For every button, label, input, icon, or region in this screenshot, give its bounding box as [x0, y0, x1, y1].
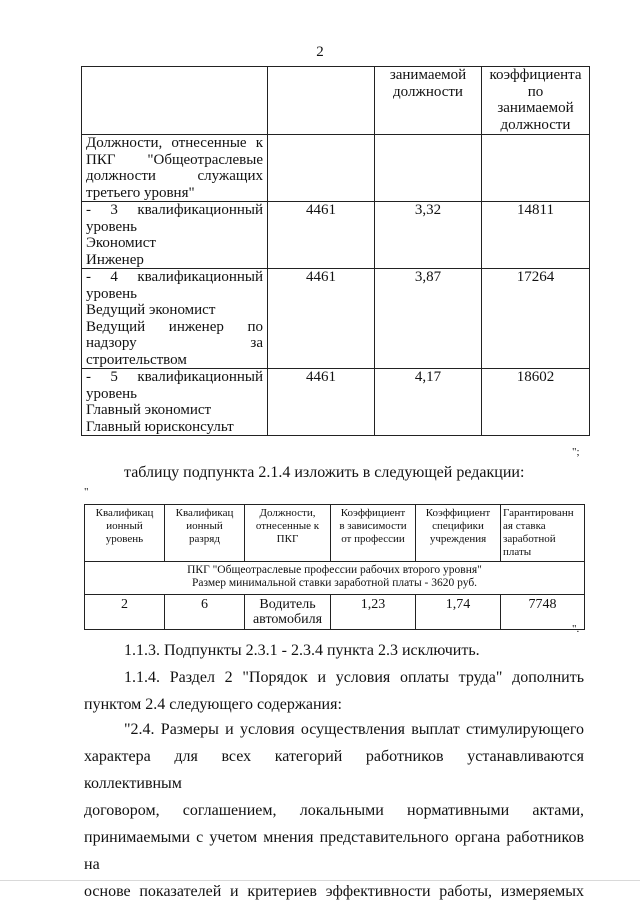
position-coefficient: 4,17	[375, 369, 482, 436]
table1-group-row	[82, 135, 590, 202]
closing-quote-2: ".	[572, 623, 580, 635]
page-number: 2	[316, 44, 324, 60]
position-desc: - 4 квалификационный уровень Ведущий экономист Ведущий инженер по надзору за строительством	[82, 269, 268, 369]
salary-table-2	[84, 504, 585, 630]
header-qual-level: Квалификац ионный уровень	[85, 505, 165, 562]
base-salary: 4461	[268, 269, 375, 369]
paragraph-1-1-4: 1.1.4. Раздел 2 "Порядок и условия оплаты труда" дополнить пунктом 2.4 следующего содержания:	[84, 669, 584, 713]
scan-edge-line	[0, 880, 640, 881]
table-row	[82, 269, 590, 369]
institution-coef-value: 1,74	[416, 595, 501, 630]
salary-amount: 18602	[482, 369, 590, 436]
table-row	[82, 369, 590, 436]
position-coefficient: 3,87	[375, 269, 482, 369]
opening-quote: "	[84, 486, 89, 498]
salary-amount: 14811	[482, 202, 590, 269]
profession-coef-value: 1,23	[331, 595, 416, 630]
header-guaranteed-rate: Гарантированн ая ставка заработной платы	[501, 505, 585, 562]
paragraph-1-1-3: 1.1.3. Подпункты 2.3.1 - 2.3.4 пункта 2.3 исключить.	[124, 642, 480, 659]
position-value: Водитель автомобиля	[245, 595, 331, 630]
guaranteed-rate-value: 7748	[501, 595, 585, 630]
paragraph-2-4: "2.4. Размеры и условия осуществления выплат стимулирующего характера для всех категорий работников устанавливаются коллективным договором, соглашением, локальными нормативными актами, принимаемыми с учетом мнения представительного органа работников на основе показателей и критериев эффективности работы, измеряемых	[84, 721, 584, 900]
qual-grade-value: 6	[165, 595, 245, 630]
group-caption: ПКГ "Общеотраслевые профессии рабочих второго уровня" Размер минимальной ставки заработной платы - 3620 руб.	[85, 562, 585, 595]
salary-table-1	[81, 66, 590, 436]
salary-amount: 17264	[482, 269, 590, 369]
position-desc: - 3 квалификационный уровень Экономист Инженер	[82, 202, 268, 269]
table1-header-col4: коэффициента по занимаемой должности	[482, 67, 590, 135]
header-positions: Должности, отнесенные к ПКГ	[245, 505, 331, 562]
closing-quote-1: ";	[572, 446, 580, 458]
table2-header-row	[85, 505, 585, 562]
header-institution-coef: Коэффициент специфики учреждения	[416, 505, 501, 562]
table-row	[82, 202, 590, 269]
base-salary: 4461	[268, 369, 375, 436]
group-title-cell: Должности, отнесенные к ПКГ "Общеотраслевые должности служащих третьего уровня"	[82, 135, 268, 202]
position-coefficient: 3,32	[375, 202, 482, 269]
intro-text: таблицу подпункта 2.1.4 изложить в следующей редакции:	[124, 464, 525, 481]
table2-group-row	[85, 562, 585, 595]
position-desc: - 5 квалификационный уровень Главный экономист Главный юрисконсульт	[82, 369, 268, 436]
qual-level-value: 2	[85, 595, 165, 630]
header-qual-grade: Квалификац ионный разряд	[165, 505, 245, 562]
header-profession-coef: Коэффициент в зависимости от профессии	[331, 505, 416, 562]
table1-header-row	[82, 67, 590, 135]
table1-header-col3: занимаемой должности	[375, 67, 482, 135]
base-salary: 4461	[268, 202, 375, 269]
table-row	[85, 595, 585, 630]
